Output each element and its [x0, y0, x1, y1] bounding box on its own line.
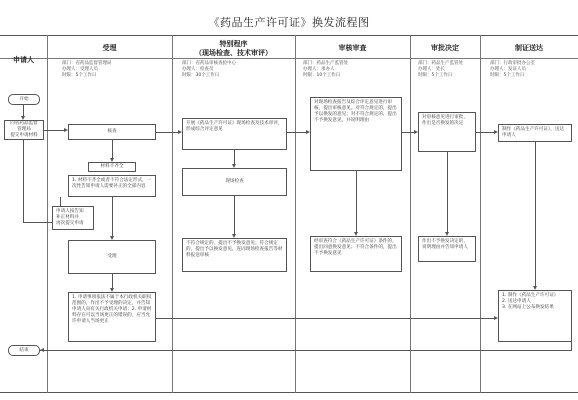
arrow — [110, 236, 114, 240]
lane-info-issue: 部门：行政审批办公室 办理人：发证人员 时限：5个工作日 — [490, 61, 535, 78]
connector — [44, 130, 64, 131]
start-node: 开始 — [8, 94, 40, 105]
onsite-result-node: 不符合规定的，提出不予换发意见；符合规定的，提出予以换发意见，连同现场检查报告等材料报送审核 — [182, 238, 287, 272]
arrow — [306, 130, 310, 134]
arrow — [178, 130, 182, 134]
connector — [23, 222, 52, 223]
connector — [234, 196, 235, 235]
supplement-note: 1. 材料不齐全或者不符合法定形式，一次性告知申请人需要补正的全部内容 — [68, 175, 156, 197]
arrow — [445, 232, 449, 236]
lane-title-decision: 审批决定 — [431, 44, 459, 52]
lane-divider — [295, 35, 296, 393]
connector — [287, 132, 306, 133]
arrow — [414, 130, 418, 134]
page-title: 《药品生产许可证》换发流程图 — [208, 16, 370, 29]
lane-title-special: 特别程序 — [219, 40, 248, 48]
lane-title-review: 审核审查 — [338, 44, 367, 52]
lane-title-accept: 受理 — [102, 44, 117, 52]
lane-title-issue: 制证送达 — [515, 44, 543, 52]
arrow — [110, 158, 114, 162]
end-node: 结束 — [8, 345, 40, 356]
lane-info-special: 部门：省药品审核查验中心 办理人：检查员 时限：30个工作日 — [182, 61, 236, 78]
lane-title-applicant: 申请人 — [13, 56, 34, 64]
connector — [40, 350, 572, 351]
connector — [476, 132, 494, 133]
decision-main-node: 对审核意见进行审批，作出是否换发的决定 — [418, 112, 476, 152]
arrow — [354, 232, 358, 236]
lane-subtitle-special: （现场检查、技术审评） — [195, 49, 272, 57]
connector — [234, 150, 235, 165]
connector — [112, 197, 113, 236]
review-result-node: 经审查符合《药品生产许可证》条件的，提出同意换发意见；不符合条件的，提出不予换发意见 — [310, 236, 402, 272]
lane-info-decision: 部门：药品生产监管处 办理人：处长 时限：5个工作日 — [418, 61, 463, 78]
arrow — [494, 316, 498, 320]
header-divider — [0, 58, 578, 59]
notify-node: 申请人按告知 补正材料并 再次提交申请 — [52, 206, 94, 230]
arrow — [494, 130, 498, 134]
connector — [112, 274, 113, 289]
submit-node: 向省药品监督管理局 提交申请材料 — [4, 120, 44, 140]
reject-note: 1. 申请事项依法不属于本行政机关职权范围的，作出不予受理的决定，并告知申请人向有关行政机关申请；2. 申请材料存在可以当场更正的错误的，应当允许申请人当场更正 — [68, 292, 156, 342]
arrow — [232, 234, 236, 238]
supplement-node: 材料不齐全 — [88, 162, 136, 172]
connector — [112, 140, 113, 159]
lane-divider — [410, 35, 411, 393]
issue-result-node: 1. 制作《药品生产许可证》 2. 送达申请人 3. 在网站上公布换发结果 — [498, 290, 572, 342]
connector — [402, 132, 414, 133]
lane-divider — [47, 35, 48, 393]
arrow — [232, 164, 236, 168]
review-main-node: 对现场检查报告及综合评定意见进行审核，提出审核意见。对符合规定的，提出予以换发的意见；对不符合规定的，提出不予换发意见，并说明理由 — [310, 97, 402, 171]
accepted-node: 受理 — [68, 240, 156, 274]
connector — [68, 186, 69, 187]
arrow — [533, 286, 537, 290]
arrow — [110, 288, 114, 292]
check-node: 核查 — [68, 124, 156, 140]
lane-divider — [480, 35, 481, 393]
connector — [156, 132, 178, 133]
connector — [156, 318, 494, 319]
lane-divider — [172, 35, 173, 393]
connector — [356, 171, 357, 233]
connector — [60, 197, 61, 206]
arrow — [64, 128, 68, 132]
lane-info-review: 部门：药品生产监管处 办理人：承办人 时限：10个工作日 — [303, 61, 348, 78]
arrow — [40, 348, 44, 352]
decision-result-node: 作出不予换发决定的，说明理由并告知申请人 — [418, 236, 476, 262]
connector — [535, 142, 536, 287]
lane-info-accept: 部门：省药品监督管理局 办理人：受理人员 时限：5个工作日 — [62, 61, 112, 78]
issue-main-node: 制作《药品生产许可证》，送达申请人 — [498, 124, 572, 142]
connector — [571, 342, 572, 350]
connector — [447, 152, 448, 233]
connector — [23, 140, 24, 222]
onsite2-node: 现场检查 — [182, 168, 287, 196]
onsite-node: 开展《药品生产许可证》现场检查及技术审评，形成综合评定意见 — [182, 118, 287, 150]
